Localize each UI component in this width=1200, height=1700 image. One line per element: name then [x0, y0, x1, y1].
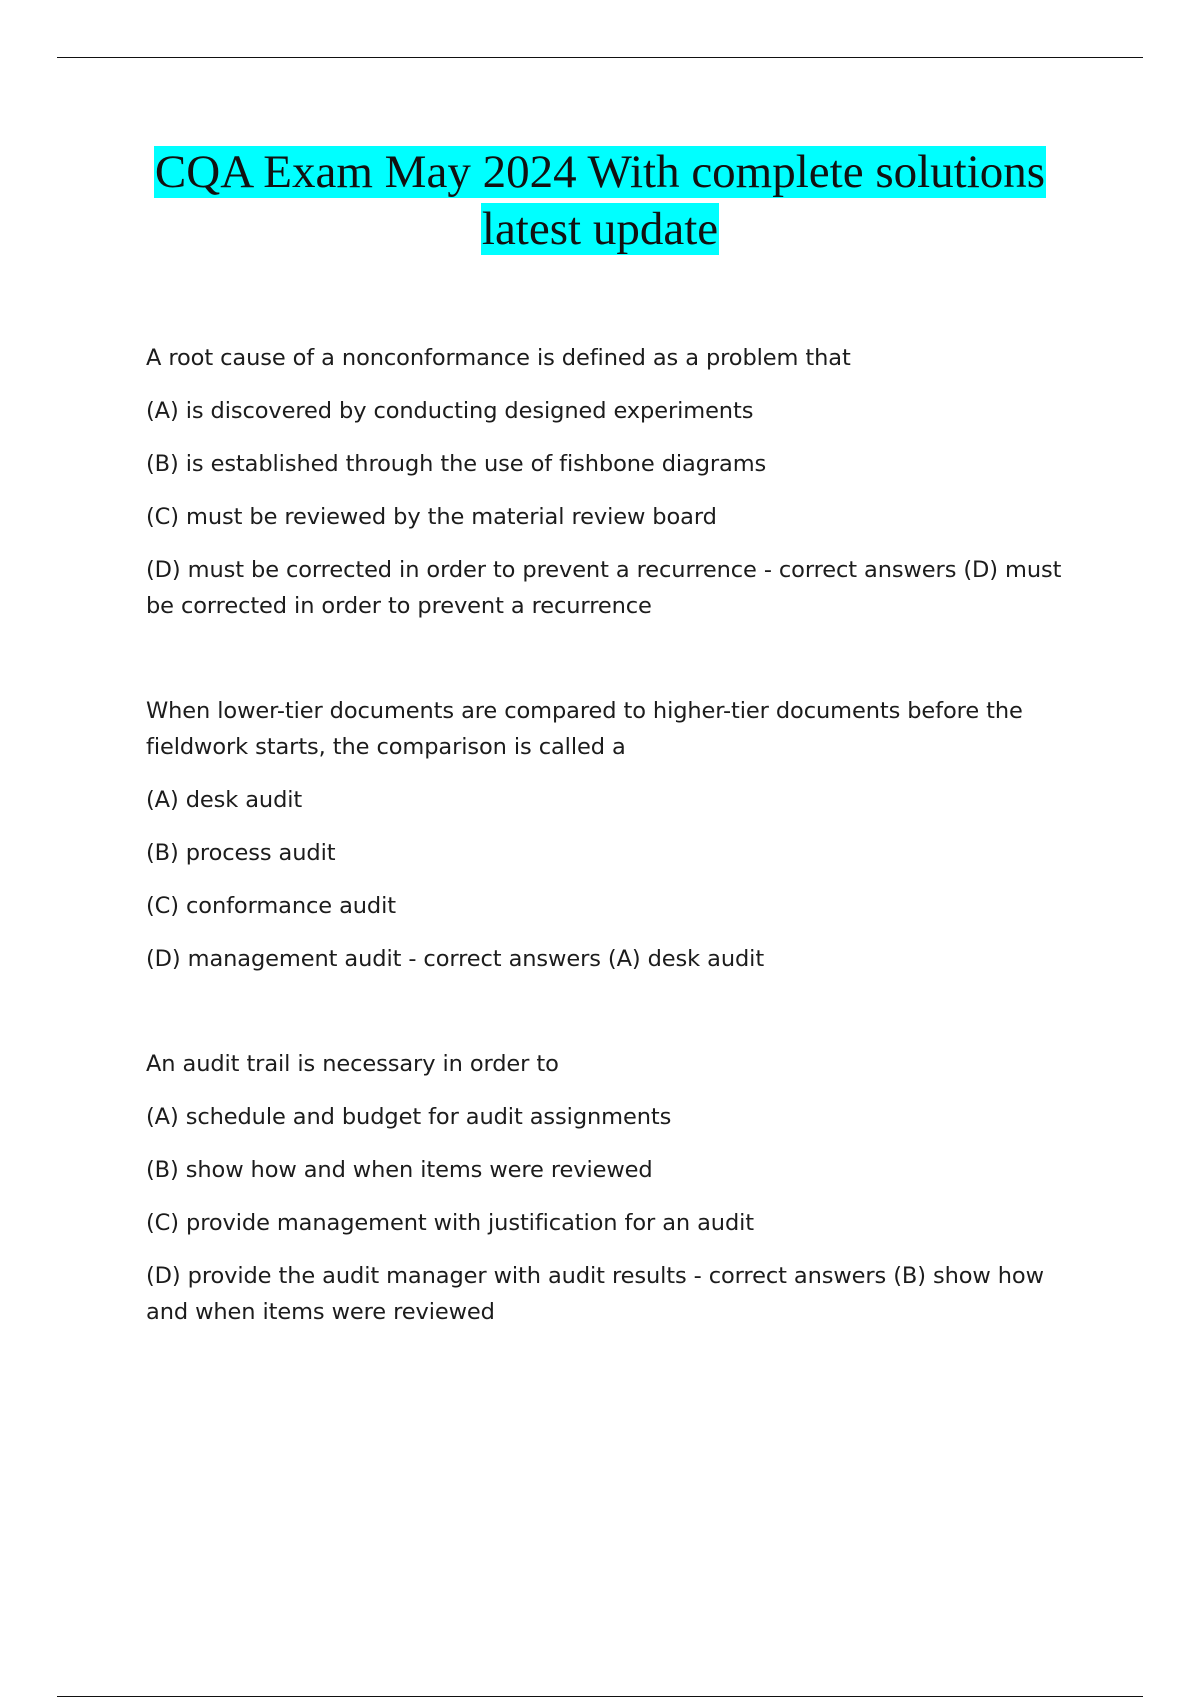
- option-b: (B) process audit: [146, 840, 336, 866]
- question-stem: An audit trail is necessary in order to: [146, 1051, 559, 1077]
- title-line-1: CQA Exam May 2024 With complete solutions: [154, 146, 1046, 198]
- option-c: (C) provide management with justification for an audit: [146, 1210, 755, 1236]
- option-c: (C) must be reviewed by the material review board: [146, 504, 717, 530]
- option-a: (A) desk audit: [146, 787, 303, 813]
- option-a: (A) is discovered by conducting designed experiments: [146, 398, 754, 424]
- question-2: [146, 693, 1081, 977]
- option-a: (A) schedule and budget for audit assignments: [146, 1104, 672, 1130]
- question-1: [146, 340, 1081, 624]
- title-line-2: latest update: [481, 203, 719, 255]
- document-title: [100, 144, 1100, 258]
- document-body: [146, 340, 1081, 1399]
- question-stem: A root cause of a nonconformance is defined as a problem that: [146, 345, 851, 371]
- option-c: (C) conformance audit: [146, 893, 396, 919]
- option-d-with-answer: (D) management audit - correct answers (A) desk audit: [146, 946, 765, 972]
- header-rule: [57, 57, 1143, 58]
- option-d-with-answer: (D) provide the audit manager with audit results - correct answers (B) show how and when items were reviewed: [146, 1263, 1044, 1325]
- question-stem: When lower-tier documents are compared to higher-tier documents before the fieldwork starts, the comparison is called a: [146, 698, 1023, 760]
- footer-rule: [57, 1696, 1143, 1697]
- option-b: (B) is established through the use of fishbone diagrams: [146, 451, 767, 477]
- option-d-with-answer: (D) must be corrected in order to prevent a recurrence - correct answers (D) must be corrected in order to prevent a recurrence: [146, 557, 1062, 619]
- option-b: (B) show how and when items were reviewed: [146, 1157, 653, 1183]
- question-3: [146, 1046, 1081, 1330]
